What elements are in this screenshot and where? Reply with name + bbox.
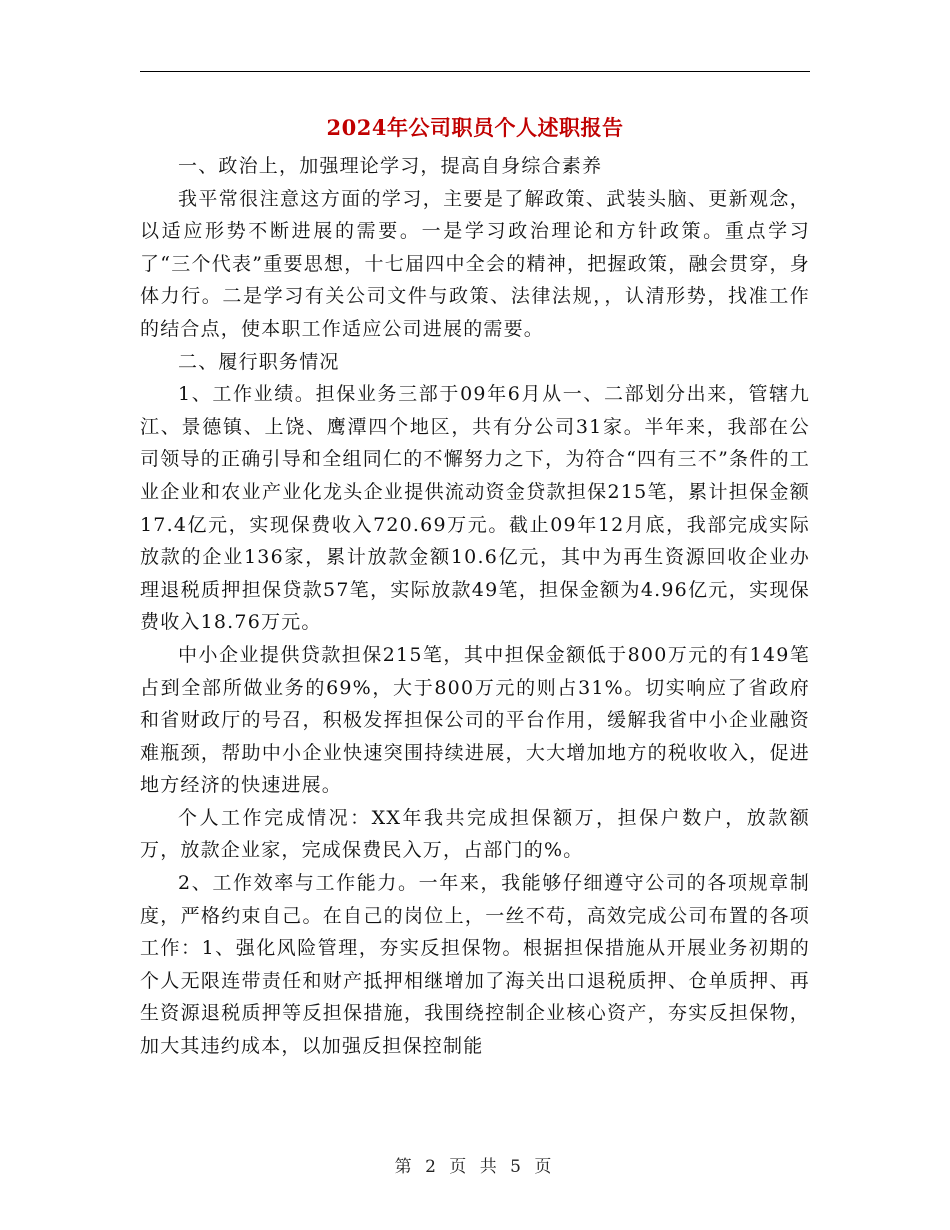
paragraph-sme-guarantee: 中小企业提供贷款担保215笔，其中担保金额低于800万元的有149笔占到全部所做业务的69%，大于800万元的则占31%。切实响应了省政府和省财政厅的号召，积极发挥担保公司的平台作用，缓解我省中小企业融资难瓶颈，帮助中小企业快速突围持续进展，大大增加地方的税收收入，促进地方经济的快速进展。 (140, 643, 810, 797)
page-number: 第 2 页 共 5 页 (394, 1157, 556, 1177)
paragraph-study: 我平常很注意这方面的学习，主要是了解政策、武装头脑、更新观念，以适应形势不断进展的需要。一是学习政治理论和方针政策。重点学习了“三个代表”重要思想，十七届四中全会的精神，把握政策，融会贯穿，身体力行。二是学习有关公司文件与政策、法律法规，，认清形势，找准工作的结合点，使本职工作适应公司进展的需要。 (140, 187, 810, 340)
paragraph-efficiency: 2、工作效率与工作能力。一年来，我能够仔细遵守公司的各项规章制度，严格约束自己。在自己的岗位上，一丝不苟，高效完成公司布置的各项工作：1、强化风险管理，夯实反担保物。根据担保措施从开展业务初期的个人无限连带责任和财产抵押相继增加了海关出口退税质押、仓单质押、再生资源退税质押等反担保措施，我围绕控制企业核心资产，夯实反担保物，加大其违约成本，以加强反担保控制能 (140, 872, 810, 1058)
header-rule (140, 71, 810, 72)
document-body (140, 150, 810, 1063)
paragraph-performance: 1、工作业绩。担保业务三部于09年6月从一、二部划分出来，管辖九江、景德镇、上饶、鹰潭四个地区，共有分公司31家。半年来，我部在公司领导的正确引导和全组同仁的不懈努力之下，为符合“四有三不”条件的工业企业和农业产业化龙头企业提供流动资金贷款担保215笔，累计担保金额17.4亿元，实现保费收入720.69万元。截止09年12月底，我部完成实际放款的企业136家，累计放款金额10.6亿元，其中为再生资源回收企业办理退税质押担保贷款57笔，实际放款49笔，担保金额为4.96亿元，实现保费收入18.76万元。 (140, 383, 810, 634)
section-heading-duties: 二、履行职务情况 (178, 350, 340, 373)
paragraph-personal-completion: 个人工作完成情况：XX年我共完成担保额万，担保户数户，放款额万，放款企业家，完成保费民入万，占部门的%。 (140, 806, 810, 862)
document-title: 2024年公司职员个人述职报告 (326, 115, 624, 140)
section-heading-politics: 一、政治上，加强理论学习，提高自身综合素养 (178, 155, 603, 177)
